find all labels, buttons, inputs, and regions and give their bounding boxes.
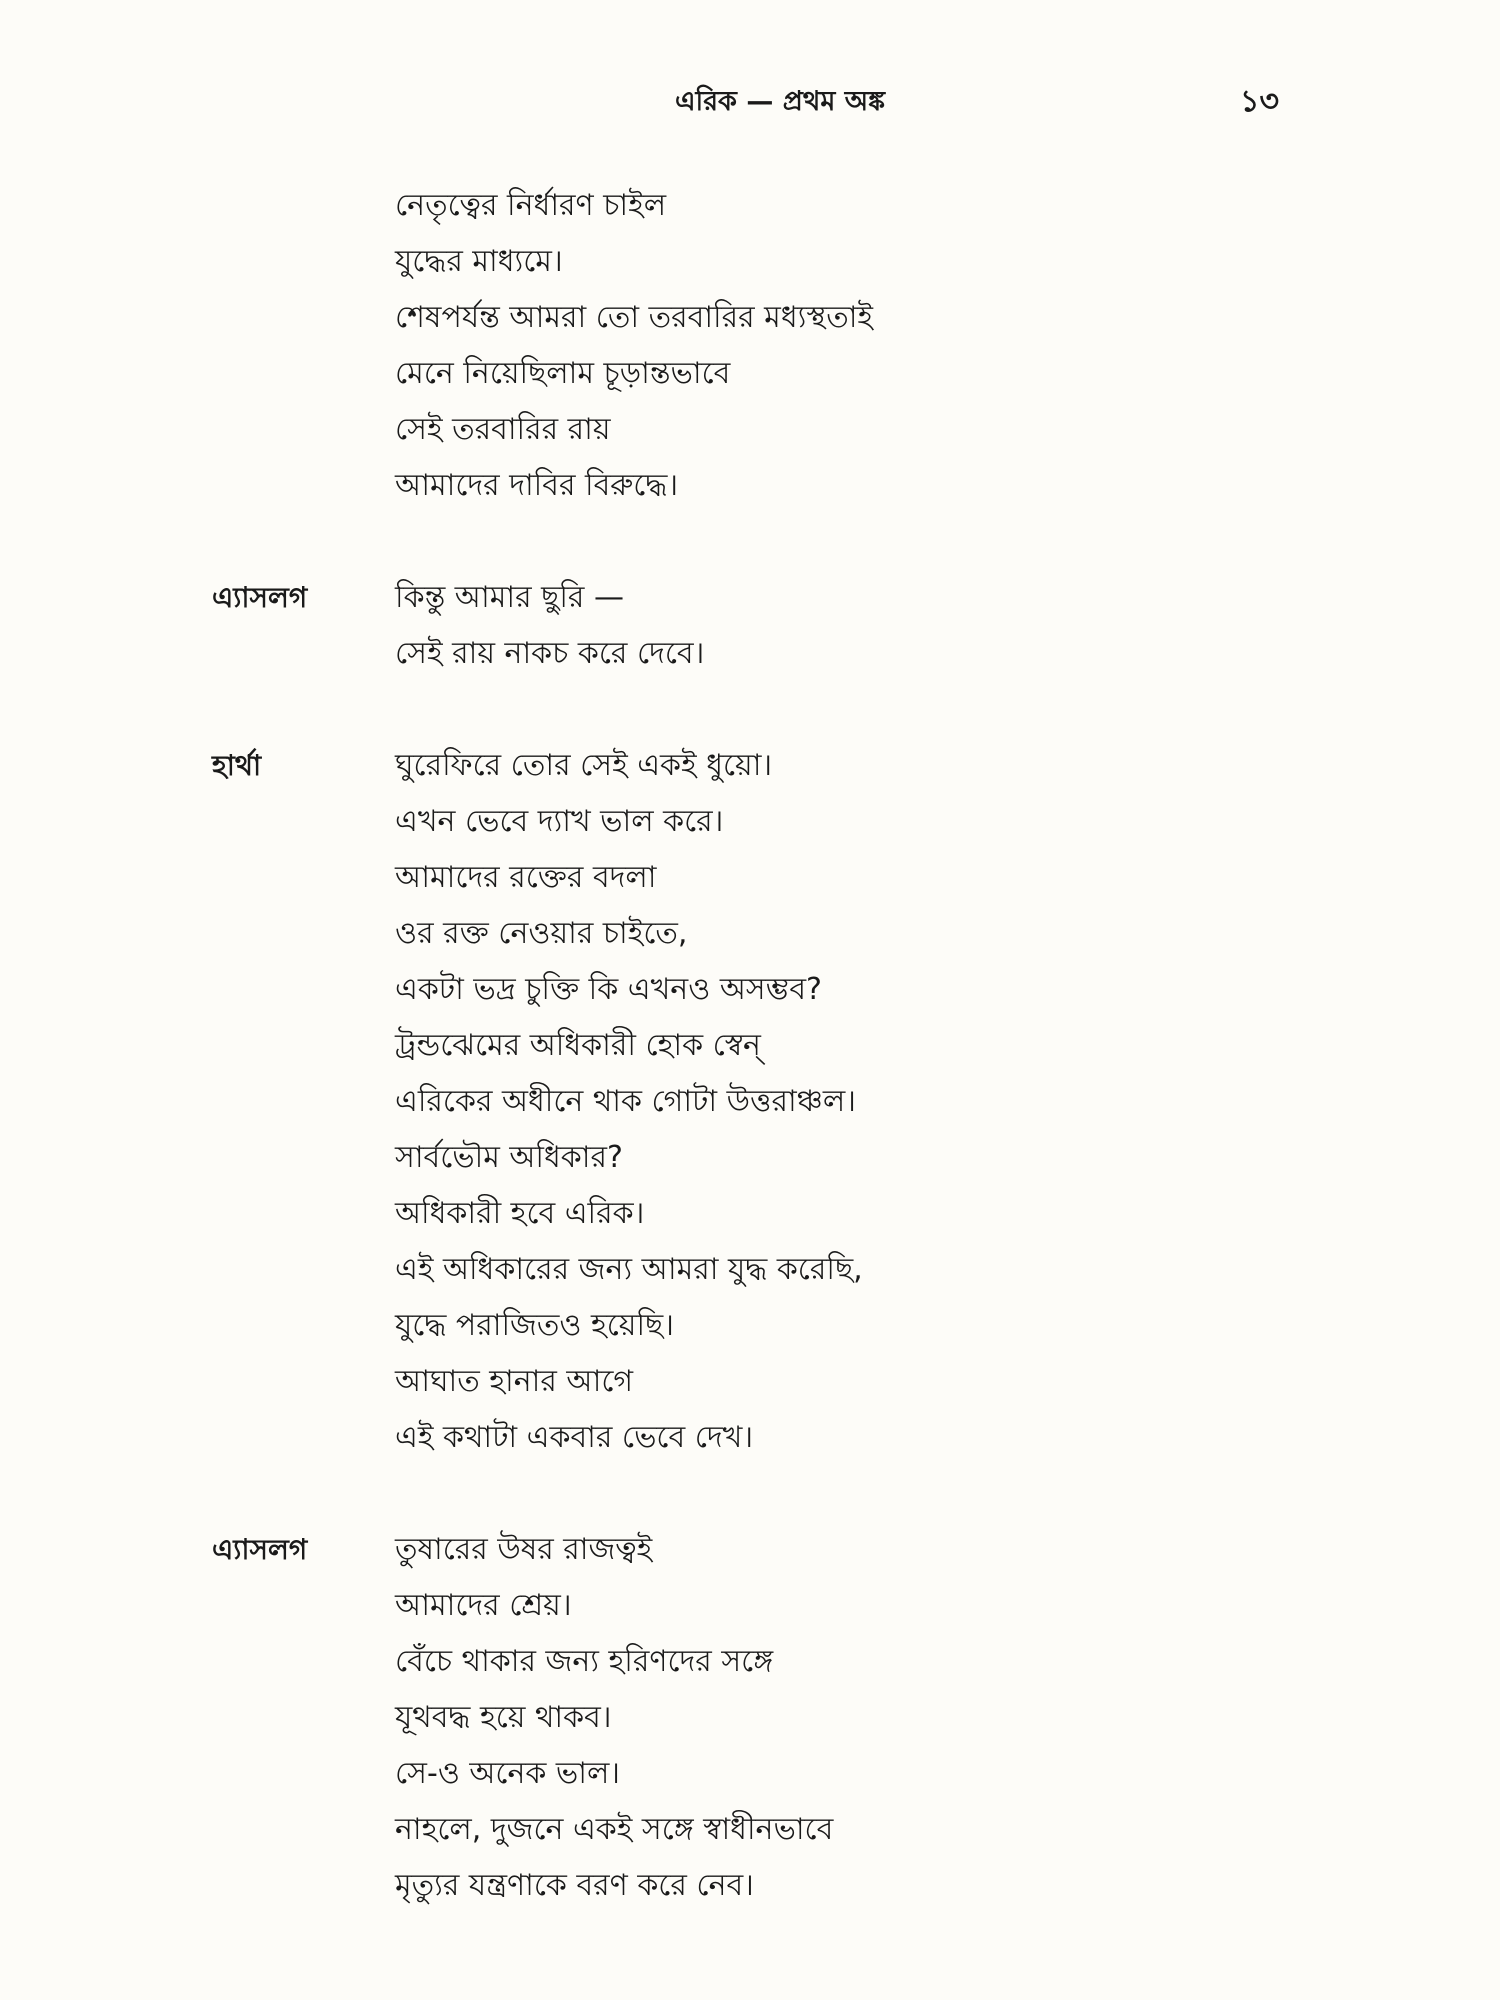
dialogue-lines xyxy=(395,738,1395,1466)
dialogue-line: যুদ্ধে পরাজিতও হয়েছি। xyxy=(395,1308,674,1343)
speaker-name: এ্যাসলগ xyxy=(212,1533,308,1566)
dialogue-line: একটা ভদ্র চুক্তি কি এখনও অসম্ভব? xyxy=(395,972,822,1007)
dialogue-line: আমাদের শ্রেয়। xyxy=(395,1588,572,1623)
dialogue-line: এই কথাটা একবার ভেবে দেখ। xyxy=(395,1420,754,1455)
dialogue-line: যূথবদ্ধ হয়ে থাকব। xyxy=(395,1700,612,1735)
dialogue-lines xyxy=(395,570,1395,682)
dialogue-line: আঘাত হানার আগে xyxy=(395,1364,634,1399)
dialogue-line: শেষপর্যন্ত আমরা তো তরবারির মধ্যস্থতাই xyxy=(395,300,874,335)
dialogue-line: তুষারের উষর রাজত্বই xyxy=(395,1532,653,1567)
dialogue-line: আমাদের দাবির বিরুদ্ধে। xyxy=(395,468,679,503)
dialogue-line: নেতৃত্বের নির্ধারণ চাইল xyxy=(395,188,667,223)
dialogue-line: আমাদের রক্তের বদলা xyxy=(395,860,657,895)
dialogue-line: কিন্তু আমার ছুরি — xyxy=(395,580,624,615)
dialogue-line: সেই তরবারির রায় xyxy=(395,412,611,447)
running-title: এরিক — প্রথম অঙ্ক xyxy=(674,86,886,117)
dialogue-line: অধিকারী হবে এরিক। xyxy=(395,1196,645,1231)
dialogue-lines xyxy=(395,178,1395,514)
dialogue-block xyxy=(0,738,1500,1466)
dialogue-line: এরিকের অধীনে থাক গোটা উত্তরাঞ্চল। xyxy=(395,1084,856,1119)
dialogue-line: সেই রায় নাকচ করে দেবে। xyxy=(395,636,705,671)
speaker-name: এ্যাসলগ xyxy=(212,581,308,614)
dialogue-line: ট্রন্ডঝেমের অধিকারী হোক স্বেন্ xyxy=(395,1028,761,1063)
dialogue-block xyxy=(0,570,1500,682)
dialogue-line: ঘুরেফিরে তোর সেই একই ধুয়ো। xyxy=(395,748,773,783)
dialogue-line: ওর রক্ত নেওয়ার চাইতে, xyxy=(395,916,688,951)
dialogue-line: নাহলে, দুজনে একই সঙ্গে স্বাধীনভাবে xyxy=(395,1812,834,1847)
running-header xyxy=(0,82,1500,122)
dialogue-line: মৃত্যুর যন্ত্রণাকে বরণ করে নেব। xyxy=(395,1868,754,1903)
page-number: ১৩ xyxy=(1240,84,1279,119)
dialogue-line: যুদ্ধের মাধ্যমে। xyxy=(395,244,563,279)
dialogue-line: এখন ভেবে দ্যাখ ভাল করে। xyxy=(395,804,724,839)
dialogue-line: এই অধিকারের জন্য আমরা যুদ্ধ করেছি, xyxy=(395,1252,863,1287)
play-text xyxy=(0,178,1500,1970)
dialogue-line: মেনে নিয়েছিলাম চূড়ান্তভাবে xyxy=(395,356,731,391)
dialogue-lines xyxy=(395,1522,1395,1914)
dialogue-block xyxy=(0,1522,1500,1914)
dialogue-line: বেঁচে থাকার জন্য হরিণদের সঙ্গে xyxy=(395,1644,774,1679)
dialogue-block xyxy=(0,178,1500,514)
speaker-name: হার্থা xyxy=(212,749,262,782)
dialogue-line: সে-ও অনেক ভাল। xyxy=(395,1756,621,1791)
dialogue-line: সার্বভৌম অধিকার? xyxy=(395,1140,623,1175)
